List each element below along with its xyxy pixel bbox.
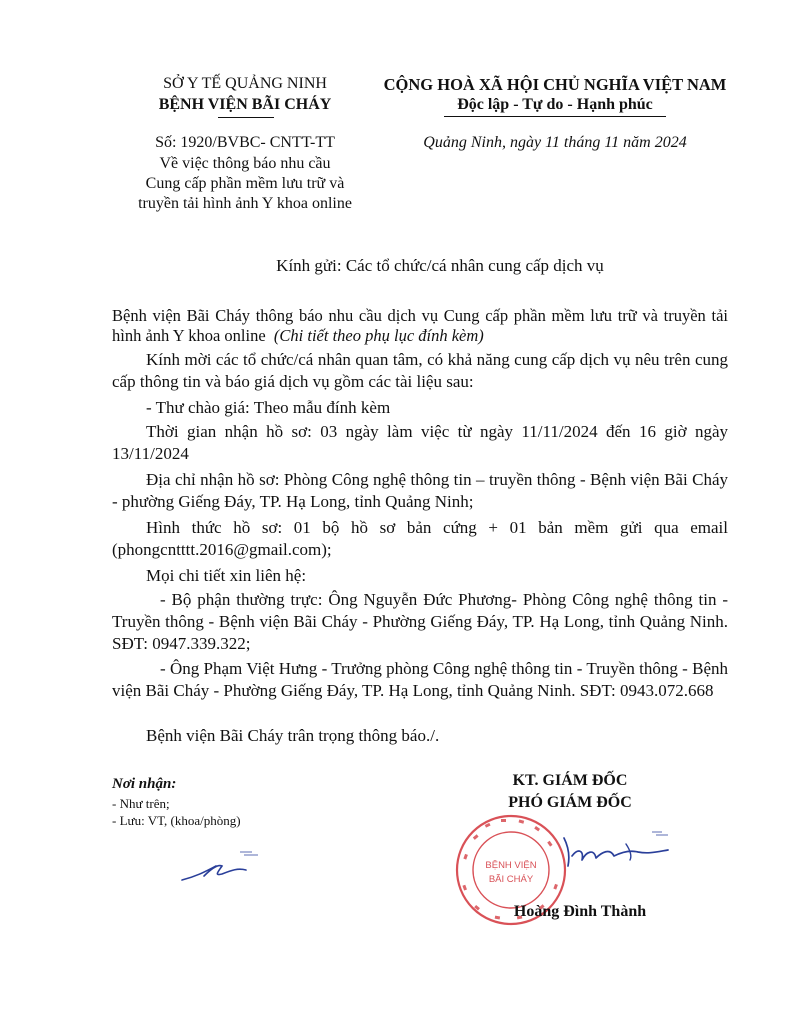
initials-scribble [178,840,268,890]
subject-line: Cung cấp phần mềm lưu trữ và [145,175,345,192]
handwritten-signature [556,826,696,876]
body-paragraph-deadline: Thời gian nhận hồ sơ: 03 ngày làm việc từ ngày 11/11/2024 đến 16 giờ ngày 13/11/2024 [112,422,728,463]
issuing-agency: SỞ Y TẾ QUẢNG NINH [163,75,327,92]
intro-text: Bệnh viện Bãi Cháy thông báo nhu cầu dịch vụ Cung cấp phần mềm lưu trữ và truyền tải hình ảnh Y khoa online [112,306,728,345]
body-paragraph-invitation: Kính mời các tổ chức/cá nhân quan tâm, có khả năng cung cấp dịch vụ nêu trên cung cấp thông tin và báo giá dịch vụ gồm các tài liệu sau: [112,350,728,391]
body-paragraph-contact-intro: Mọi chi tiết xin liên hệ: [146,566,307,585]
date-line: Quảng Ninh, ngày 11 tháng 11 năm 2024 [423,134,687,151]
national-title: CỘNG HOÀ XÃ HỘI CHỦ NGHĨA VIỆT NAM [383,75,727,94]
signatory-title-kt: KT. GIÁM ĐỐC [512,772,628,789]
recipient-item: - Như trên; [112,796,170,811]
greeting: Kính gửi: Các tổ chức/cá nhân cung cấp dịch vụ [276,256,604,275]
body-contact-1: - Bộ phận thường trực: Ông Nguyễn Đức Phương- Phòng Công nghệ thông tin - Truyền thông - Bệnh viện Bãi Cháy - Phường Giếng Đáy, TP. Hạ Long, tỉnh Quảng Ninh. SĐT: 0947.339.322; [112,590,728,653]
intro-appendix-note: (Chi tiết theo phụ lục đính kèm) [273,326,484,345]
body-paragraph-address: Địa chỉ nhận hồ sơ: Phòng Công nghệ thông tin – truyền thông - Bệnh viện Bãi Cháy - phường Giếng Đáy, TP. Hạ Long, tỉnh Quảng Ninh; [112,470,728,511]
signatory-name: Hoàng Đình Thành [513,903,647,920]
body-paragraph-format: Hình thức hồ sơ: 01 bộ hồ sơ bản cứng + 01 bản mềm gửi qua email (phongcntttt.2016@gmail.com); [112,518,728,559]
hospital-name: BỆNH VIỆN BÃI CHÁY [158,96,332,113]
document-number: Số: 1920/BVBC- CNTT-TT [155,134,335,151]
subject-line: truyền tải hình ảnh Y khoa online [138,195,352,212]
body-contact-2: - Ông Phạm Việt Hưng - Trưởng phòng Công nghệ thông tin - Truyền thông - Bệnh viện Bãi Cháy - Phường Giếng Đáy, TP. Hạ Long, tỉnh Quảng Ninh. SĐT: 0943.072.668 [112,659,728,700]
recipient-item: - Lưu: VT, (khoa/phòng) [112,813,241,828]
body-closing: Bệnh viện Bãi Cháy trân trọng thông báo./. [146,726,440,745]
document-subject [100,154,390,214]
stamp-text-line-2: BÃI CHÁY [488,874,534,885]
header-left-underline [218,117,274,118]
body-list-item-quote: - Thư chào giá: Theo mẫu đính kèm [146,398,391,417]
stamp-text-line-1: BỆNH VIỆN [485,860,537,871]
body-paragraph-intro [112,306,728,346]
motto-underline [444,116,666,117]
recipients-title: Nơi nhận: [112,776,177,792]
subject-line: Về việc thông báo nhu cầu [159,155,331,172]
national-motto: Độc lập - Tự do - Hạnh phúc [457,96,653,113]
signatory-title-deputy: PHÓ GIÁM ĐỐC [508,794,632,811]
